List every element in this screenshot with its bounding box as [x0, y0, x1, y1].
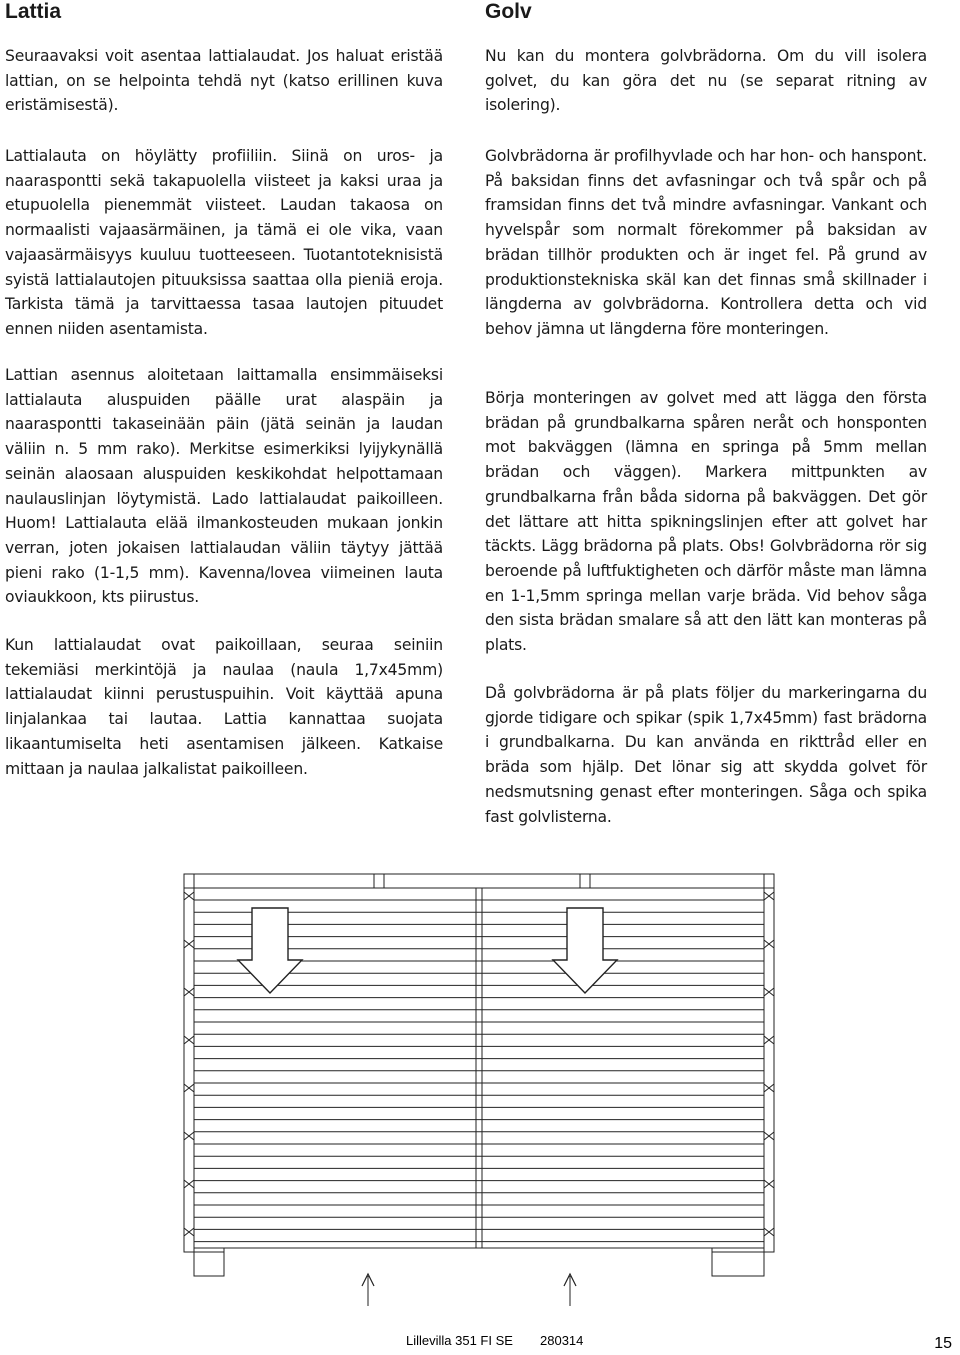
left-wall: [184, 874, 194, 1252]
corner-post: [374, 874, 384, 888]
paragraph: Golvbrädorna är profilhyvlade och har hon- och hanspont. På baksidan finns det avfasningar och två spår och på framsidan finns det två mindre avfasningar. Vankant och hyvelspår som normalt förekommer på baksidan av brädan tillhör produkten och är inget fel. På grund av produktionstekniska skäl kan det finnas små skillnader i längderna av golvbrädorna. Kontrollera detta och vid behov jämna ut längderna före monteringen.: [485, 147, 927, 338]
top-wall: [184, 874, 774, 888]
paragraph: Då golvbrädorna är på plats följer du markeringarna du gjorde tidigare och spikar (spik 1,7x45mm) fast brädorna i grundbalkarna. Du kan använda en rikttråd eller en bräda som hjälp. Det lönar sig att skydda golvet för nedsmutsning genast efter monteringen. Såga och spika fast golvlisterna.: [485, 684, 927, 826]
corner-post: [580, 874, 590, 888]
center-joist: [476, 888, 482, 1248]
section-title-golv: Golv: [485, 0, 532, 23]
footer-product: Lillevilla 351 FI SE: [406, 1333, 513, 1348]
right-wall: [764, 874, 774, 1252]
floor-plan-drawing: [180, 868, 780, 1308]
direction-arrow-down: [553, 908, 617, 993]
paragraph: Lattialauta on höylätty profiiliin. Siinä on uros- ja naaraspontti sekä takapuolella viisteet ja kaksi uraa ja etupuolella pienemmät viisteet. Laudan takaosa on normaalisti vajaasärmäinen, ja tämä ei ole vika, vaan vajaasärmäisyys kuuluu tuotteeseen. Tuotantoteknisistä syistä lattialautojen pituuksissa saattaa olla pieniä eroja. Tarkista tämä ja tarvittaessa tasaa lautojen pituudet ennen niiden asentamista.: [5, 147, 443, 338]
section-title-lattia: Lattia: [5, 0, 62, 23]
finnish-column: [5, 0, 443, 778]
direction-arrow-down: [238, 908, 302, 993]
paragraph: Kun lattialaudat ovat paikoillaan, seuraa seiniin tekemiäsi merkintöjä ja naulaa (naula 1,7x45mm) lattialaudat kiinni perustuspuihin. Voit käyttää apuna linjalankaa tai lautaa. Lattia kannattaa suojata likaantumiselta heti asentamisen jälkeen. Katkaise mittaan ja naulaa jalkalistat paikoilleen.: [5, 636, 443, 778]
corner-post: [764, 874, 774, 888]
paragraph: Seuraavaksi voit asentaa lattialaudat. Jos haluat eristää lattian, on se helpointa tehdä nyt (katso erillinen kuva eristämisestä).: [5, 47, 443, 115]
footer-code: 280314: [540, 1333, 584, 1348]
paragraph: Nu kan du montera golvbrädorna. Om du vill isolera golvet, du kan göra det nu (se separat ritning av isolering).: [485, 47, 927, 115]
paragraph: Börja monteringen av golvet med att lägga den första brädan på grundbalkarna spåren neråt och honsponten mot bakväggen (lämna en springa på 5mm mellan brädan och väggen). Markera mittpunkten av grundbalkarna från båda sidorna på bakväggen. Det gör det lättare att hitta spikningslinjen efter att golvet har täckts. Lägg brädorna på plats. Obs! Golvbrädorna rör sig beroende på luftfuktigheten och därför måste man lämna en 1-1,5mm springa mellan varje bräda. Vid behov såga den sista brädan smalare så att den lätt kan monteras på plats.: [485, 389, 927, 655]
paragraph: Lattian asennus aloitetaan laittamalla ensimmäiseksi lattialauta aluspuiden päälle urat alaspäin ja naaraspontti takaseinään päin (jätä seinän ja laudan väliin n. 5 mm rako). Merkitse esimerkiksi lyijykynällä seinän alaosaan aluspuiden keskikohdat helpottamaan naulauslinjan löytymistä. Lado lattialaudat paikoilleen. Huom! Lattialauta elää ilmankosteuden mukaan jonkin verran, joten jokaisen lattialaudan väliin täytyy jättää pieni rako (1-1,5 mm). Kavenna/lovea viimeinen lauta oviaukkoon, kts piirustus.: [5, 366, 443, 607]
corner-post: [184, 874, 194, 888]
page-number: 15: [934, 1335, 952, 1352]
swedish-column: [485, 0, 927, 826]
